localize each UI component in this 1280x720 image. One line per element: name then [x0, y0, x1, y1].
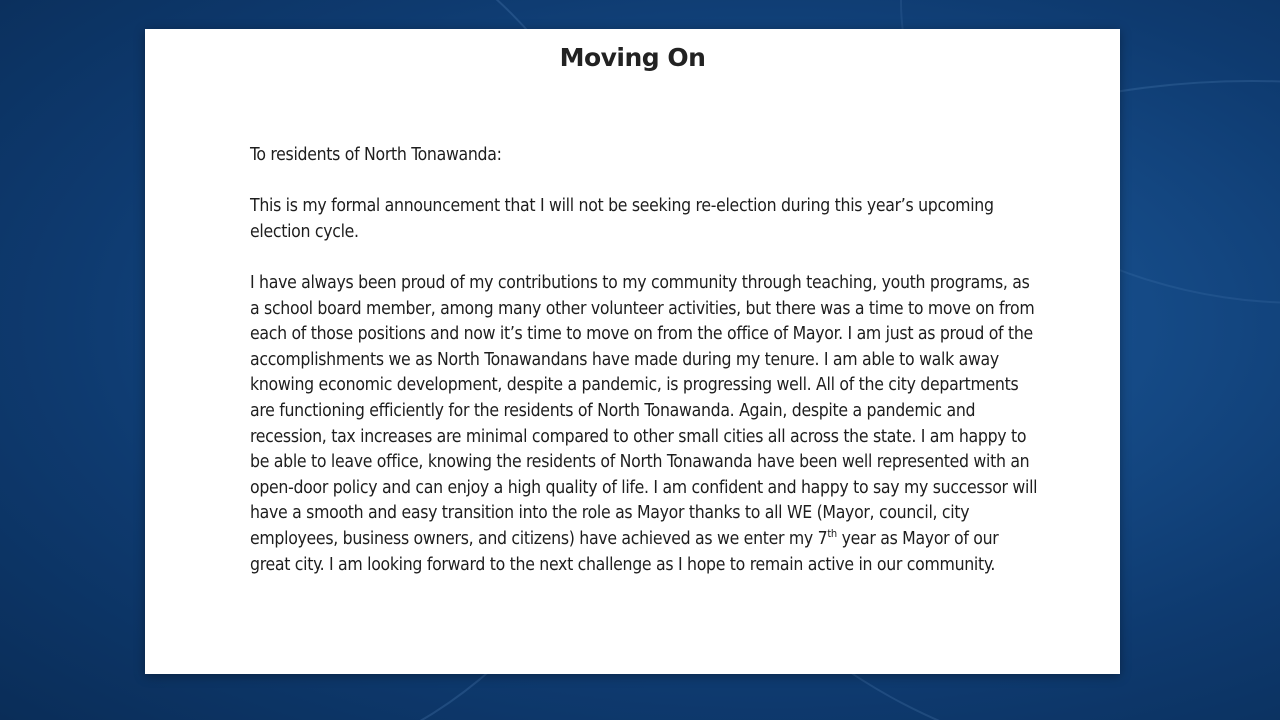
letter-salutation: To residents of North Tonawanda: — [250, 145, 502, 165]
letter-title: Moving On — [559, 43, 706, 72]
letter-paragraph-main-text: I have always been proud of my contributions to my community through teaching, youth programs, as a school board member, among many other volunteer activities, but there was a time to move on from each of those positions and now it’s time to move on from the office of Mayor. I am just as proud of the accomplishments we as North Tonawandans have made during my tenure. I am able to walk away knowing economic development, despite a pandemic, is progressing well. All of the city departments are functioning efficiently for the residents of North Tonawanda. Again, despite a pandemic and recession, tax increases are minimal compared to other small cities all across the state. I am happy to be able to leave office, knowing the residents of North Tonawanda have been well represented with an open-door policy and can enjoy a high quality of life. I am confident and happy to say my successor will have a smooth and easy transition into the role as Mayor thanks to all WE (Mayor, council, city employees, business owners, and citizens) have achieved as we enter my 7 — [250, 272, 1038, 549]
letter-paragraph-main — [250, 271, 1040, 578]
letter-document — [145, 29, 1120, 674]
letter-paragraph-main-text-end: year as Mayor of our great city. I am looking forward to the next challenge as I hope to remain active in our community. — [250, 528, 999, 575]
letter-paragraph-announcement: This is my formal announcement that I will not be seeking re-election during this year’s upcoming election cycle. — [250, 196, 994, 242]
ordinal-suffix: th — [827, 527, 837, 541]
letter-body — [250, 143, 1040, 578]
